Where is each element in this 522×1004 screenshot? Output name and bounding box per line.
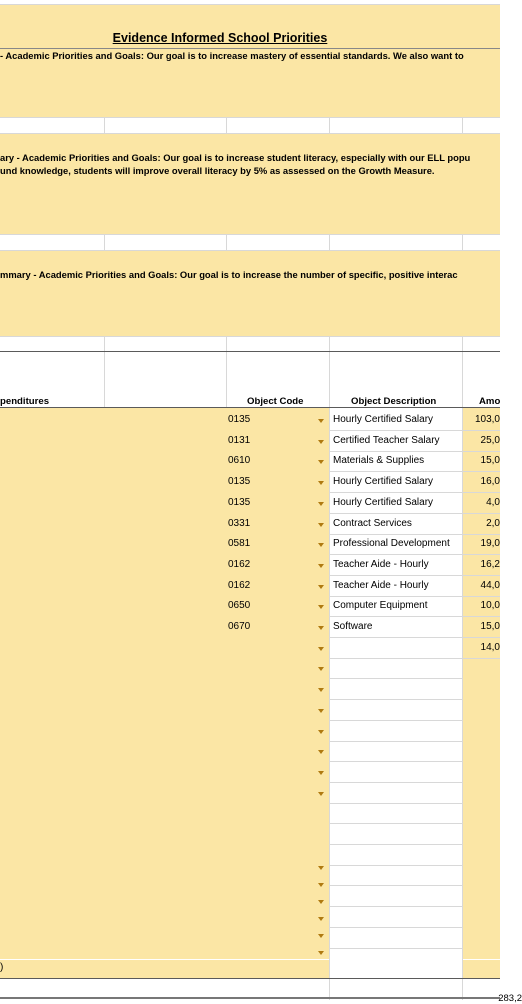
object-description-cell[interactable]: Hourly Certified Salary: [333, 414, 434, 425]
header-underline: [0, 407, 500, 408]
amount-cell[interactable]: 103,0: [474, 414, 500, 425]
row-gridline: [329, 658, 500, 659]
gridline: [104, 336, 105, 408]
summary-2-line1[interactable]: ary - Academic Priorities and Goals: Our goal is to increase student literacy, especially with our ELL popu: [0, 152, 471, 163]
object-code-cell[interactable]: 0131: [228, 434, 251, 446]
gridline: [0, 4, 500, 5]
amount-cell[interactable]: 15,0: [480, 455, 500, 467]
row-gridline: [329, 782, 462, 783]
row-gridline: [329, 865, 462, 866]
amount-cell[interactable]: 16,2: [480, 558, 500, 570]
gridline: [226, 234, 227, 250]
object-description-cell[interactable]: Teacher Aide - Hourly: [333, 579, 429, 591]
row-gridline: [329, 492, 500, 493]
row-gridline: [329, 513, 500, 514]
gridline: [329, 117, 330, 133]
summary-2-line2[interactable]: und knowledge, students will improve overall literacy by 5% as assessed on the Growth Measure.: [0, 165, 435, 176]
dropdown-arrow-icon[interactable]: [318, 605, 324, 609]
gridline: [226, 117, 227, 133]
object-code-cell[interactable]: 0135: [228, 476, 251, 488]
gridline: [0, 117, 500, 118]
dropdown-arrow-icon[interactable]: [318, 626, 324, 630]
object-code-cell[interactable]: 0162: [228, 558, 251, 570]
row-gridline: [329, 803, 462, 804]
summary-1[interactable]: - Academic Priorities and Goals: Our goal is to increase mastery of essential standards. We also want to: [0, 50, 464, 61]
row-gridline: [329, 616, 500, 617]
dropdown-arrow-icon[interactable]: [318, 460, 324, 464]
amount-header: Amo: [479, 396, 501, 407]
expenditures-header: penditures: [0, 396, 50, 407]
row-gridline: [329, 637, 500, 638]
amount-cell[interactable]: 10,0: [480, 600, 500, 612]
dropdown-arrow-icon[interactable]: [318, 440, 324, 444]
dropdown-arrow-icon[interactable]: [318, 564, 324, 568]
gridline: [0, 250, 500, 251]
summary-row-amount: [462, 960, 500, 978]
gridline: [0, 133, 500, 134]
row-gridline: [329, 906, 462, 907]
amount-area: [462, 408, 500, 959]
amount-cell[interactable]: 44,0: [480, 579, 500, 591]
summary-band-2: [0, 133, 500, 234]
row-gridline: [329, 678, 462, 679]
object-description-cell[interactable]: Software: [333, 621, 373, 632]
object-description-cell[interactable]: Contract Services: [333, 517, 412, 529]
row-gridline: [329, 451, 500, 452]
row-gridline: [329, 885, 462, 886]
total-line-bottom: [0, 997, 500, 999]
summary-band-3: [0, 250, 500, 336]
amount-cell[interactable]: 4,0: [486, 496, 500, 508]
object-code-cell[interactable]: 0670: [228, 621, 251, 632]
object-code-cell[interactable]: 0162: [228, 579, 251, 591]
row-gridline: [329, 534, 500, 535]
gridline: [329, 336, 330, 1000]
row-gridline: [329, 596, 500, 597]
gridline: [226, 336, 227, 408]
object-code-cell[interactable]: 0135: [228, 496, 251, 508]
row-gridline: [329, 430, 500, 431]
dropdown-arrow-icon[interactable]: [318, 771, 324, 775]
object-code-cell[interactable]: 0581: [228, 538, 251, 550]
expenditures-area: [0, 408, 329, 959]
summary-3[interactable]: mmary - Academic Priorities and Goals: Our goal is to increase the number of specific, positive interac: [0, 269, 458, 280]
row-gridline: [329, 844, 462, 845]
dropdown-arrow-icon[interactable]: [318, 523, 324, 527]
amount-cell[interactable]: 19,0: [480, 538, 500, 550]
object-code-cell[interactable]: 0610: [228, 455, 251, 467]
sheet-title: Evidence Informed School Priorities: [112, 31, 328, 45]
row-gridline: [329, 699, 462, 700]
total-amount: 283,2: [498, 993, 522, 1004]
gridline: [462, 117, 463, 133]
amount-cell[interactable]: 25,0: [480, 434, 500, 446]
dropdown-arrow-icon[interactable]: [318, 419, 324, 423]
dropdown-arrow-icon[interactable]: [318, 543, 324, 547]
amount-cell[interactable]: 14,0: [480, 641, 500, 653]
object-code-header: Object Code: [247, 396, 304, 407]
dropdown-arrow-icon[interactable]: [318, 730, 324, 734]
amount-cell[interactable]: 15,0: [480, 621, 500, 632]
dropdown-arrow-icon[interactable]: [318, 502, 324, 506]
object-code-cell[interactable]: 0135: [228, 414, 251, 425]
dropdown-arrow-icon[interactable]: [318, 866, 324, 870]
dropdown-arrow-icon[interactable]: [318, 951, 324, 955]
object-description-cell[interactable]: Professional Development: [333, 538, 450, 550]
gridline: [104, 234, 105, 250]
gridline: [0, 234, 500, 235]
gridline: [104, 117, 105, 133]
row-gridline: [329, 823, 462, 824]
total-line-top: [0, 978, 500, 979]
object-description-cell[interactable]: Hourly Certified Salary: [333, 496, 434, 508]
dropdown-arrow-icon[interactable]: [318, 481, 324, 485]
amount-cell[interactable]: 2,0: [486, 517, 500, 529]
row-gridline: [329, 741, 462, 742]
gridline: [0, 336, 500, 337]
row-gridline: [329, 948, 462, 949]
row-gridline: [329, 720, 462, 721]
object-description-cell[interactable]: Computer Equipment: [333, 600, 428, 612]
row-gridline: [329, 927, 462, 928]
dropdown-arrow-icon[interactable]: [318, 647, 324, 651]
dropdown-arrow-icon[interactable]: [318, 900, 324, 904]
object-description-cell[interactable]: Certified Teacher Salary: [333, 434, 440, 446]
gridline: [462, 234, 463, 250]
amount-cell[interactable]: 16,0: [480, 476, 500, 488]
object-description-cell[interactable]: Materials & Supplies: [333, 455, 425, 467]
row-text-fragment: ): [0, 962, 4, 973]
dropdown-arrow-icon[interactable]: [318, 585, 324, 589]
dropdown-arrow-icon[interactable]: [318, 792, 324, 796]
dropdown-arrow-icon[interactable]: [318, 688, 324, 692]
dropdown-arrow-icon[interactable]: [318, 934, 324, 938]
section-divider: [0, 351, 500, 352]
row-gridline: [329, 575, 500, 576]
summary-row-band: [0, 960, 329, 978]
object-description-cell[interactable]: Hourly Certified Salary: [333, 476, 434, 488]
row-gridline: [329, 761, 462, 762]
dropdown-arrow-icon[interactable]: [318, 883, 324, 887]
object-code-cell[interactable]: 0650: [228, 600, 251, 612]
dropdown-arrow-icon[interactable]: [318, 917, 324, 921]
row-gridline: [329, 554, 500, 555]
object-code-cell[interactable]: 0331: [228, 517, 251, 529]
object-description-cell[interactable]: Teacher Aide - Hourly: [333, 558, 429, 570]
dropdown-arrow-icon[interactable]: [318, 709, 324, 713]
gridline: [329, 234, 330, 250]
object-description-header: Object Description: [351, 396, 437, 407]
dropdown-arrow-icon[interactable]: [318, 667, 324, 671]
row-gridline: [329, 471, 500, 472]
dropdown-arrow-icon[interactable]: [318, 750, 324, 754]
